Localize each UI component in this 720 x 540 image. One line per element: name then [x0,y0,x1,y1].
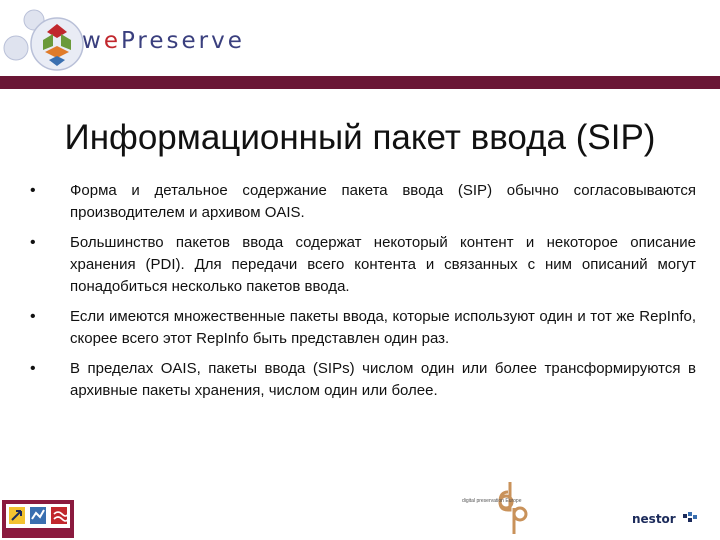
bullet-dot-icon: • [30,182,36,199]
bullet-text: Большинство пакетов ввода содержат некоторый контент и некоторое описание хранения (PDI). Для передачи всего контента и связанных с ним описаний могут понадобиться несколько пакетов ввода. [70,234,696,295]
wepreserve-logo-icon [2,6,84,78]
bullet-text: Если имеются множественные пакеты ввода, которые используют один и тот же RepInfo, скорее всего этот RepInfo быть представлен один раз. [70,308,696,347]
bullet-text: Форма и детальное содержание пакета ввода (SIP) обычно согласовываются производителем и архивом OAIS. [70,182,696,221]
bullet-dot-icon: • [30,234,36,251]
bullet-list [28,180,696,410]
bullet-item [28,232,696,298]
bullet-dot-icon: • [30,360,36,377]
bullet-item [28,358,696,402]
nestor-logo-text: nestor [632,512,676,526]
bullet-item [28,180,696,224]
partner-logo-icon [2,500,74,538]
dp-caption: digital preservation Europe [462,498,522,504]
wepreserve-logo-text [82,28,245,54]
partner-logo-graphic [6,504,70,528]
nestor-logo-icon [683,512,697,524]
header-band [0,76,720,89]
logo-letter-e: e [103,28,121,54]
bullet-dot-icon: • [30,308,36,325]
bullet-item [28,306,696,350]
slide-title: Информационный пакет ввода (SIP) [64,118,656,157]
bullet-text: В пределах OAIS, пакеты ввода (SIPs) числом один или более трансформируются в архивные пакеты хранения, числом один или более. [70,360,696,399]
logo-letter-w: w [82,28,104,54]
digital-preservation-europe-logo-icon [458,478,538,536]
logo-word-preserve: Preserve [120,28,245,54]
